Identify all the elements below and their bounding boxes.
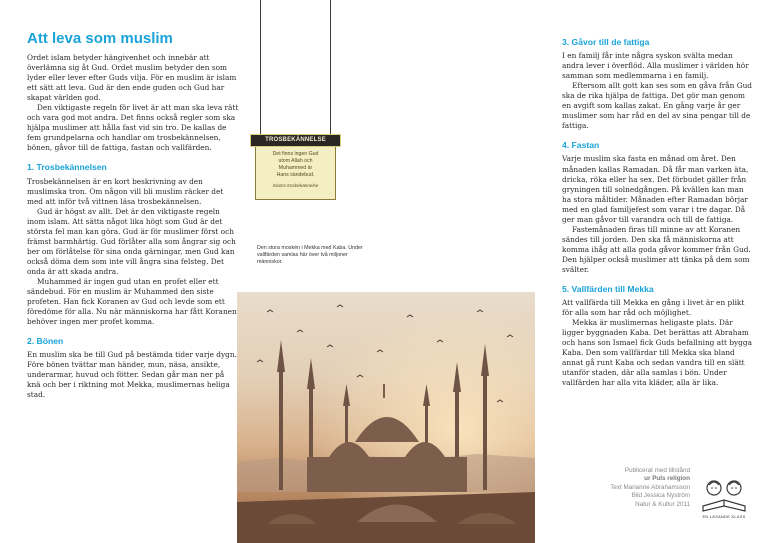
credit-line: Publicerat med tillstånd xyxy=(624,467,690,474)
mosque-photo xyxy=(237,292,535,543)
pendant-source: Islams trosbekännelse xyxy=(272,183,319,188)
pendant-title: TROSBEKÄNNELSE xyxy=(250,134,341,147)
body-paragraph: Eftersom allt gott kan ses som en gåva från Gud ska de rika hjälpa de fattiga. Det gör man genom en avgift som kallas zakat. En gång varje år ger muslimer som har råd en del av sina pengar till de fattiga. xyxy=(562,81,753,131)
pendant-line: Det finns ingen Gud xyxy=(272,151,319,157)
pendant-line: Muhammed är xyxy=(278,165,313,171)
body-paragraph: Att vallfärda till Mekka en gång i livet är en plikt för alla som har råd och möjlighet. xyxy=(562,298,745,318)
section-heading-vallfarden: 5. Vallfärden till Mekka xyxy=(562,284,654,295)
pendant-string xyxy=(260,0,261,140)
body-paragraph: I en familj får inte några syskon svälta medan andra lever i överflöd. Alla muslimer i världen hör samman som medlemmarna i en familj. xyxy=(562,51,749,81)
intro-paragraph: Den viktigaste regeln för livet är att man ska leva rätt och vara god mot andra. Det finns också regler som ska hjälpa muslimer att hålla fast vid sin tro. De kallas de fem grundpelarna och handlar om trosbekännelsen, bönen, gåvor till de fattiga, fastan och vallfärden. xyxy=(27,103,239,153)
right-column xyxy=(562,37,752,389)
credit-line: Natur & Kultur 2011 xyxy=(635,500,690,508)
credit-book-title: ur Puls religion xyxy=(644,475,690,483)
body-paragraph: Muhammed är ingen gud utan en profet eller ett sändebud. För en muslim är Muhammed den siste profeten. Han fick Koranen av Gud och levde som ett föredöme för alla. Nu när människorna har fått Koranen behöver ingen mer profet komma. xyxy=(27,276,237,327)
credit-line: Text Marianne Abrahamsson xyxy=(610,483,690,491)
section-heading-trosbekannelsen: 1. Trosbekännelsen xyxy=(27,162,107,173)
credits xyxy=(610,467,690,509)
pendant-line: utom Allah och xyxy=(278,158,313,164)
en-lasande-klass-logo xyxy=(695,476,753,522)
body-paragraph: Varje muslim ska fasta en månad om året. Den månaden kallas Ramadan. Då får man varken äta, dricka, röka eller ha sex. Det förbudet gäller från gryningen till solnedgången. På kvällen kan man ha stora måltider. Månaden efter Ramadan börjar med en glad familjefest som varar i tre dagar. Då ger man gåvor till varandra och till de fattiga. xyxy=(562,154,749,224)
page-title: Att leva som muslim xyxy=(27,30,173,47)
body-paragraph: En muslim ska be till Gud på bestämda tider varje dygn. Före bönen tvättar man händer, mun, näsa, ansikte, underarmar, huvud och fötter. Sedan går man ner på knä och ber i riktning mot Mekka, muslimernas heliga stad. xyxy=(27,350,237,400)
trosbekannelse-pendant xyxy=(255,134,336,200)
logo-text: EN LÄSANDE KLASS xyxy=(702,514,746,519)
intro-paragraph: Ordet islam betyder hängivenhet och innebär att överlämna sig åt Gud. Ordet muslim betyder den som lyder eller lever efter Guds vilja. För en muslim är islam ett sätt att leva. Gud är den ende guden och Gud har skapat världen god. xyxy=(27,53,237,103)
mosque-illustration xyxy=(237,292,535,543)
pendant-text xyxy=(259,151,332,189)
body-paragraph: Gud är högst av allt. Det är den viktigaste regeln inom islam. Att sätta något lika högt som Gud är det största fel man kan göra. Gud är för muslimer först och främst barmhärtig. Gud förlåter alla som ångrar sig och ber om förlåtelse för sina onda gärningar, men Gud kan också döma dem som inte vill ångra sina felsteg. Det onda är att skada andra. xyxy=(27,206,236,276)
body-paragraph: Trosbekännelsen är en kort beskrivning av den muslimska tron. Om någon vill bli muslim räcker det med att inför två vittnen läsa trosbekännelsen. xyxy=(27,176,224,206)
section-heading-fastan: 4. Fastan xyxy=(562,140,600,151)
children-reading-icon xyxy=(695,476,753,514)
body-paragraph: Mekka är muslimernas heligaste plats. Där ligger byggnaden Kaba. Det berättas att Abraham och hans son Ismael fick Guds befallning att bygga Kaba. Den som vallfärdar till Mekka ska bland annat gå runt Kaba och sedan vandra till en slätt utanför staden, där alla samlas i bön. Under vallfärden har alla vita kläder, alla är lika. xyxy=(562,318,752,388)
pendant-line: Hans sändebud. xyxy=(276,172,315,178)
left-column xyxy=(27,53,239,401)
section-heading-gavor: 3. Gåvor till de fattiga xyxy=(562,37,650,47)
pendant-string xyxy=(330,0,331,140)
photo-caption: Den stora moskén i Mekka med Kaba. Under vallfärden samlas här över två miljoner människor. xyxy=(257,245,363,266)
credit-line: Bild Jessica Nyström xyxy=(631,492,690,500)
section-heading-bonen: 2. Bönen xyxy=(27,336,64,347)
body-paragraph: Fastemånaden firas till minne av att Koranen sändes till jorden. Den ska få människorna att komma ihåg att alla goda gåvor kommer från Gud. Den hjälper också muslimer att tänka på dem som svälter. xyxy=(562,224,751,274)
